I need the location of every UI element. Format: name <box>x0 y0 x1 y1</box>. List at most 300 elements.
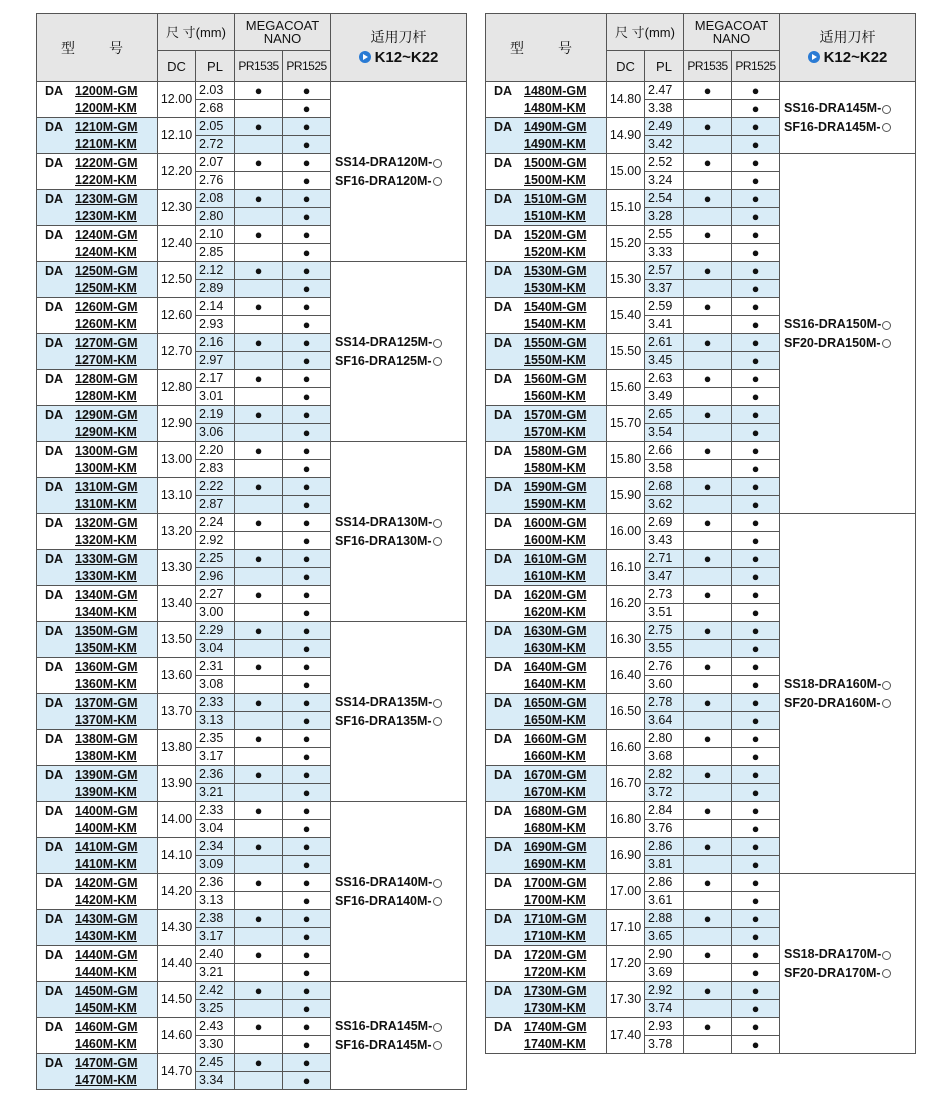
grade-2-mark: ● <box>732 928 780 946</box>
pl-value-km: 3.62 <box>645 496 684 514</box>
grade-2-mark: ● <box>283 1036 331 1054</box>
model-number-gm: 1440M-GM <box>75 947 138 962</box>
ring-icon <box>433 1023 442 1032</box>
dc-value: 13.40 <box>158 586 196 622</box>
pl-value-gm: 2.73 <box>645 586 684 604</box>
grade-1-empty <box>235 856 283 874</box>
model-number-gm: 1250M-GM <box>75 263 138 278</box>
dc-value: 14.90 <box>607 118 645 154</box>
grade-2-mark: ● <box>732 856 780 874</box>
pl-value-km: 3.37 <box>645 280 684 298</box>
model-number-km: 1650M-KM <box>524 713 586 727</box>
pl-value-gm: 2.52 <box>645 154 684 172</box>
dc-value: 16.20 <box>607 586 645 622</box>
grade-1-mark: ● <box>684 802 732 820</box>
model-gm <box>37 730 158 748</box>
pl-value-km: 3.24 <box>645 172 684 190</box>
holder-model <box>335 153 466 171</box>
model-gm <box>486 118 607 136</box>
pl-value-gm: 2.25 <box>196 550 235 568</box>
model-number-km: 1460M-KM <box>75 1037 137 1051</box>
grade-1-mark: ● <box>684 478 732 496</box>
model-number-gm: 1620M-GM <box>524 587 587 602</box>
dc-value: 14.60 <box>158 1018 196 1054</box>
grade-2-mark: ● <box>283 658 331 676</box>
model-number-km: 1390M-KM <box>75 785 137 799</box>
grade-1-empty <box>235 1072 283 1090</box>
model-number-km: 1360M-KM <box>75 677 137 691</box>
dc-value: 14.50 <box>158 982 196 1018</box>
model-gm <box>486 442 607 460</box>
compatible-holder-cell <box>780 154 916 514</box>
dc-value: 17.10 <box>607 910 645 946</box>
grade-2-mark: ● <box>283 694 331 712</box>
model-gm <box>486 874 607 892</box>
holder-code: SS16-DRA145M- <box>784 101 882 116</box>
pl-value-km: 3.45 <box>645 352 684 370</box>
model-km <box>486 712 607 730</box>
grade-1-mark: ● <box>235 622 283 640</box>
model-km <box>486 820 607 838</box>
grade-2-mark: ● <box>283 154 331 172</box>
grade-2-mark: ● <box>283 784 331 802</box>
model-gm <box>37 298 158 316</box>
model-number-km: 1560M-KM <box>524 389 586 403</box>
grade-1-empty <box>684 316 732 334</box>
grade-2-mark: ● <box>283 622 331 640</box>
dc-value: 12.70 <box>158 334 196 370</box>
grade-1-empty <box>684 244 732 262</box>
model-prefix: DA <box>45 839 64 854</box>
ring-icon <box>433 177 442 186</box>
pl-value-km: 3.72 <box>645 784 684 802</box>
model-prefix: DA <box>494 803 513 818</box>
pl-value-km: 3.06 <box>196 424 235 442</box>
ring-icon <box>882 699 891 708</box>
model-km <box>37 1000 158 1018</box>
ring-icon <box>433 519 442 528</box>
model-km <box>37 892 158 910</box>
grade-1-empty <box>684 676 732 694</box>
grade-1-empty <box>684 208 732 226</box>
header-model: 型 号 <box>37 14 158 82</box>
model-km <box>486 856 607 874</box>
model-number-km: 1540M-KM <box>524 317 586 331</box>
model-prefix: DA <box>494 191 513 206</box>
pl-value-gm: 2.49 <box>645 118 684 136</box>
grade-2-mark: ● <box>283 370 331 388</box>
model-prefix: DA <box>494 515 513 530</box>
model-km <box>486 676 607 694</box>
model-prefix: DA <box>494 587 513 602</box>
model-gm <box>37 766 158 784</box>
model-km <box>37 676 158 694</box>
compatible-holder-cell <box>331 442 467 622</box>
pl-value-gm: 2.68 <box>645 478 684 496</box>
grade-2-mark: ● <box>732 622 780 640</box>
model-number-gm: 1230M-GM <box>75 191 138 206</box>
pl-value-gm: 2.20 <box>196 442 235 460</box>
model-prefix: DA <box>494 227 513 242</box>
grade-2-mark: ● <box>732 478 780 496</box>
compatible-holder-cell <box>780 874 916 1054</box>
model-gm <box>486 1018 607 1036</box>
pl-value-km: 3.38 <box>645 100 684 118</box>
dc-value: 14.20 <box>158 874 196 910</box>
model-gm <box>486 622 607 640</box>
grade-1-empty <box>235 424 283 442</box>
dc-value: 13.70 <box>158 694 196 730</box>
grade-2-mark: ● <box>732 280 780 298</box>
dc-value: 15.30 <box>607 262 645 298</box>
model-gm <box>37 658 158 676</box>
dc-value: 12.90 <box>158 406 196 442</box>
model-gm <box>486 262 607 280</box>
grade-1-mark: ● <box>684 262 732 280</box>
grade-1-mark: ● <box>684 658 732 676</box>
pl-value-gm: 2.71 <box>645 550 684 568</box>
grade-1-mark: ● <box>235 1054 283 1072</box>
pl-value-km: 2.92 <box>196 532 235 550</box>
grade-1-empty <box>684 496 732 514</box>
grade-2-mark: ● <box>283 514 331 532</box>
grade-2-mark: ● <box>283 928 331 946</box>
grade-1-empty <box>684 892 732 910</box>
model-gm <box>486 586 607 604</box>
header-pl: PL <box>645 51 684 82</box>
grade-2-mark: ● <box>732 982 780 1000</box>
model-km <box>37 460 158 478</box>
grade-2-mark: ● <box>732 640 780 658</box>
pl-value-km: 3.54 <box>645 424 684 442</box>
model-number-km: 1420M-KM <box>75 893 137 907</box>
model-prefix: DA <box>45 623 64 638</box>
grade-1-mark: ● <box>235 442 283 460</box>
holder-model <box>335 352 466 370</box>
model-number-gm: 1310M-GM <box>75 479 138 494</box>
pl-value-gm: 2.29 <box>196 622 235 640</box>
dc-value: 15.10 <box>607 190 645 226</box>
grade-1-empty <box>235 280 283 298</box>
model-number-gm: 1560M-GM <box>524 371 587 386</box>
pl-value-km: 3.76 <box>645 820 684 838</box>
model-km <box>37 604 158 622</box>
grade-1-mark: ● <box>235 586 283 604</box>
model-number-km: 1290M-KM <box>75 425 137 439</box>
pl-value-km: 3.51 <box>645 604 684 622</box>
model-prefix: DA <box>494 299 513 314</box>
compatible-holder-cell <box>780 514 916 874</box>
model-gm <box>486 550 607 568</box>
ring-icon <box>882 339 891 348</box>
pl-value-gm: 2.34 <box>196 838 235 856</box>
model-number-km: 1250M-KM <box>75 281 137 295</box>
pl-value-km: 2.97 <box>196 352 235 370</box>
dc-value: 15.40 <box>607 298 645 334</box>
holder-model <box>335 513 466 531</box>
model-km <box>37 496 158 514</box>
grade-1-mark: ● <box>235 406 283 424</box>
grade-2-mark: ● <box>732 766 780 784</box>
model-number-km: 1300M-KM <box>75 461 137 475</box>
model-prefix: DA <box>494 155 513 170</box>
grade-2-mark: ● <box>283 532 331 550</box>
dc-value: 15.70 <box>607 406 645 442</box>
pl-value-gm: 2.31 <box>196 658 235 676</box>
pl-value-km: 3.33 <box>645 244 684 262</box>
brand-line-1: MEGACOAT <box>694 18 769 33</box>
compatible-holder-cell <box>331 622 467 802</box>
dc-value: 12.60 <box>158 298 196 334</box>
holder-model <box>784 694 915 712</box>
pl-value-km: 3.41 <box>645 316 684 334</box>
grade-1-mark: ● <box>684 982 732 1000</box>
pl-value-km: 3.60 <box>645 676 684 694</box>
grade-1-mark: ● <box>235 334 283 352</box>
grade-1-mark: ● <box>235 694 283 712</box>
grade-1-mark: ● <box>235 118 283 136</box>
model-number-km: 1340M-KM <box>75 605 137 619</box>
pl-value-gm: 2.69 <box>645 514 684 532</box>
model-prefix: DA <box>45 1019 64 1034</box>
dc-value: 16.50 <box>607 694 645 730</box>
grade-2-mark: ● <box>732 568 780 586</box>
table-row <box>37 982 467 1000</box>
model-prefix: DA <box>45 119 64 134</box>
model-number-gm: 1660M-GM <box>524 731 587 746</box>
holder-code: SS16-DRA150M- <box>784 317 882 332</box>
header-tool <box>780 14 916 82</box>
ring-icon <box>433 357 442 366</box>
holder-code: SS14-DRA130M- <box>335 515 433 530</box>
holder-model <box>335 1017 466 1035</box>
grade-1-mark: ● <box>235 262 283 280</box>
grade-1-mark: ● <box>235 1018 283 1036</box>
grade-2-mark: ● <box>283 676 331 694</box>
model-prefix: DA <box>45 983 64 998</box>
pl-value-km: 3.25 <box>196 1000 235 1018</box>
model-km <box>486 1036 607 1054</box>
holder-code: SF16-DRA145M- <box>335 1037 432 1052</box>
holder-code: SF16-DRA140M- <box>335 893 432 908</box>
model-number-km: 1380M-KM <box>75 749 137 763</box>
model-number-gm: 1300M-GM <box>75 443 138 458</box>
model-number-km: 1430M-KM <box>75 929 137 943</box>
model-number-km: 1730M-KM <box>524 1001 586 1015</box>
pl-value-km: 2.93 <box>196 316 235 334</box>
grade-1-mark: ● <box>684 550 732 568</box>
ring-icon <box>882 951 891 960</box>
pl-value-gm: 2.90 <box>645 946 684 964</box>
model-number-km: 1210M-KM <box>75 137 137 151</box>
model-number-gm: 1410M-GM <box>75 839 138 854</box>
grade-1-mark: ● <box>684 694 732 712</box>
table-row <box>486 514 916 532</box>
grade-2-mark: ● <box>283 730 331 748</box>
grade-2-mark: ● <box>283 1000 331 1018</box>
model-number-km: 1400M-KM <box>75 821 137 835</box>
grade-2-mark: ● <box>283 1018 331 1036</box>
header-dimensions: 尺 寸(mm) <box>158 14 235 51</box>
grade-2-mark: ● <box>283 946 331 964</box>
pl-value-km: 3.81 <box>645 856 684 874</box>
tool-title: 适用刀杆 <box>370 28 427 45</box>
holder-code: SS18-DRA170M- <box>784 947 882 962</box>
model-number-gm: 1540M-GM <box>524 299 587 314</box>
model-number-gm: 1470M-GM <box>75 1055 138 1070</box>
tool-range <box>808 50 888 65</box>
pl-value-km: 2.72 <box>196 136 235 154</box>
grade-2-mark: ● <box>283 460 331 478</box>
grade-1-empty <box>235 172 283 190</box>
model-prefix: DA <box>45 371 64 386</box>
pl-value-km: 3.68 <box>645 748 684 766</box>
tool-range-text: K12~K22 <box>823 48 888 66</box>
model-number-km: 1270M-KM <box>75 353 137 367</box>
pl-value-gm: 2.38 <box>196 910 235 928</box>
model-prefix: DA <box>45 299 64 314</box>
tool-range <box>359 50 439 65</box>
model-number-gm: 1360M-GM <box>75 659 138 674</box>
grade-2-mark: ● <box>283 478 331 496</box>
pl-value-km: 3.28 <box>645 208 684 226</box>
grade-1-mark: ● <box>235 874 283 892</box>
dc-value: 15.60 <box>607 370 645 406</box>
model-gm <box>486 766 607 784</box>
compatible-holder-cell <box>331 262 467 442</box>
pl-value-km: 3.09 <box>196 856 235 874</box>
grade-1-mark: ● <box>684 622 732 640</box>
pl-value-gm: 2.43 <box>196 1018 235 1036</box>
pl-value-gm: 2.07 <box>196 154 235 172</box>
pl-value-km: 3.00 <box>196 604 235 622</box>
grade-2-mark: ● <box>283 442 331 460</box>
pl-value-gm: 2.36 <box>196 766 235 784</box>
model-km <box>37 820 158 838</box>
grade-2-mark: ● <box>283 298 331 316</box>
holder-code: SS16-DRA145M- <box>335 1019 433 1034</box>
model-gm <box>486 982 607 1000</box>
grade-2-mark: ● <box>732 1036 780 1054</box>
grade-2-mark: ● <box>283 208 331 226</box>
model-gm <box>486 190 607 208</box>
model-gm <box>486 370 607 388</box>
pl-value-gm: 2.55 <box>645 226 684 244</box>
grade-2-mark: ● <box>732 82 780 100</box>
grade-2-mark: ● <box>732 946 780 964</box>
grade-2-mark: ● <box>283 262 331 280</box>
grade-2-mark: ● <box>732 136 780 154</box>
pl-value-gm: 2.59 <box>645 298 684 316</box>
header-brand <box>235 14 331 51</box>
model-km <box>37 1036 158 1054</box>
grade-1-empty <box>684 964 732 982</box>
dc-value: 13.50 <box>158 622 196 658</box>
model-prefix: DA <box>494 1019 513 1034</box>
grade-2-mark: ● <box>283 874 331 892</box>
right-insert-table <box>485 13 916 1054</box>
model-gm <box>37 982 158 1000</box>
grade-1-mark: ● <box>235 154 283 172</box>
ring-icon <box>433 339 442 348</box>
grade-1-empty <box>235 1036 283 1054</box>
model-number-gm: 1640M-GM <box>524 659 587 674</box>
grade-1-mark: ● <box>235 946 283 964</box>
arrow-right-icon <box>808 51 820 63</box>
model-gm <box>37 190 158 208</box>
grade-1-empty <box>235 244 283 262</box>
grade-2-mark: ● <box>732 1018 780 1036</box>
grade-2-mark: ● <box>732 226 780 244</box>
dc-value: 13.60 <box>158 658 196 694</box>
model-prefix: DA <box>494 731 513 746</box>
grade-2-mark: ● <box>732 460 780 478</box>
model-number-km: 1410M-KM <box>75 857 137 871</box>
model-prefix: DA <box>45 875 64 890</box>
model-km <box>486 208 607 226</box>
model-gm <box>37 154 158 172</box>
pl-value-km: 3.74 <box>645 1000 684 1018</box>
grade-1-mark: ● <box>684 946 732 964</box>
model-number-gm: 1210M-GM <box>75 119 138 134</box>
dc-value: 15.00 <box>607 154 645 190</box>
grade-2-mark: ● <box>283 568 331 586</box>
grade-1-empty <box>235 496 283 514</box>
pl-value-gm: 2.16 <box>196 334 235 352</box>
grade-1-empty <box>684 712 732 730</box>
model-number-gm: 1530M-GM <box>524 263 587 278</box>
model-km <box>486 604 607 622</box>
holder-code: SF20-DRA150M- <box>784 335 881 350</box>
holder-model <box>335 892 466 910</box>
grade-1-empty <box>235 892 283 910</box>
header-dc: DC <box>607 51 645 82</box>
model-gm <box>37 406 158 424</box>
model-prefix: DA <box>45 155 64 170</box>
model-number-gm: 1500M-GM <box>524 155 587 170</box>
model-number-gm: 1320M-GM <box>75 515 138 530</box>
dc-value: 14.40 <box>158 946 196 982</box>
ring-icon <box>882 105 891 114</box>
model-prefix: DA <box>494 623 513 638</box>
grade-1-mark: ● <box>235 478 283 496</box>
model-number-gm: 1520M-GM <box>524 227 587 242</box>
grade-1-empty <box>684 352 732 370</box>
model-number-gm: 1370M-GM <box>75 695 138 710</box>
grade-1-mark: ● <box>684 874 732 892</box>
model-km <box>37 280 158 298</box>
pl-value-km: 3.42 <box>645 136 684 154</box>
grade-2-mark: ● <box>732 316 780 334</box>
dc-value: 12.10 <box>158 118 196 154</box>
grade-1-empty <box>235 100 283 118</box>
dc-value: 13.90 <box>158 766 196 802</box>
model-prefix: DA <box>494 407 513 422</box>
pl-value-gm: 2.88 <box>645 910 684 928</box>
pl-value-gm: 2.33 <box>196 694 235 712</box>
model-km <box>37 208 158 226</box>
header-grade-2: PR1525 <box>283 51 331 82</box>
grade-1-empty <box>235 316 283 334</box>
header-model: 型 号 <box>486 14 607 82</box>
grade-2-mark: ● <box>283 82 331 100</box>
model-km <box>486 460 607 478</box>
holder-code: SS14-DRA120M- <box>335 155 433 170</box>
model-prefix: DA <box>45 227 64 242</box>
holder-code: SS14-DRA125M- <box>335 335 433 350</box>
model-gm <box>37 82 158 100</box>
dc-value: 13.20 <box>158 514 196 550</box>
